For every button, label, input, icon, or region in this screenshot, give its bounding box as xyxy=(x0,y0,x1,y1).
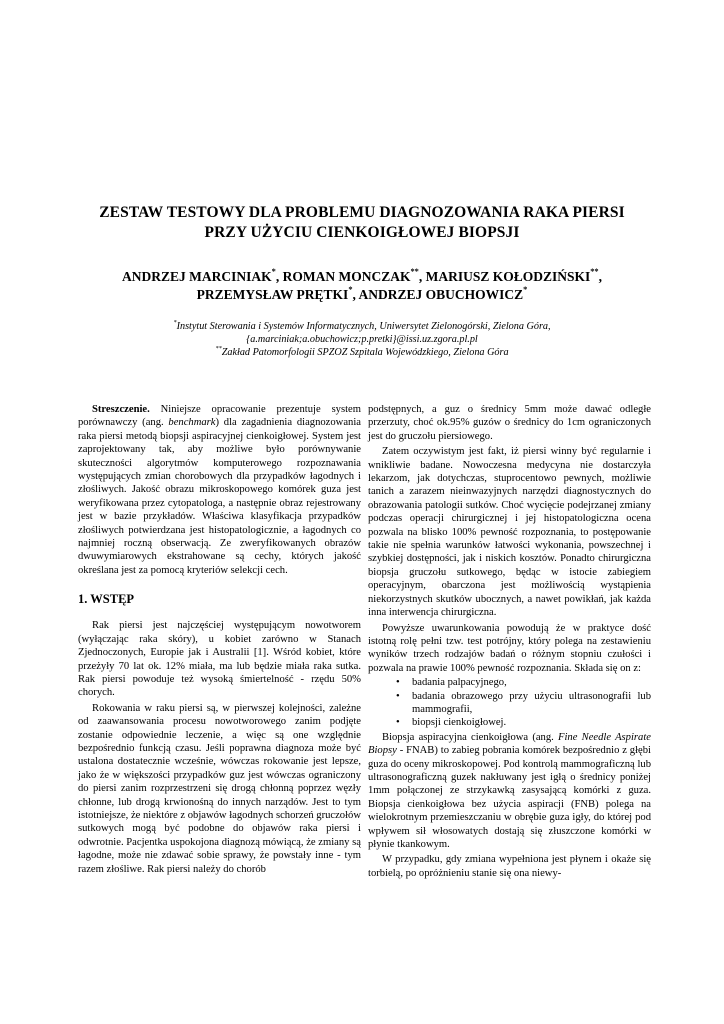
title-line-1: ZESTAW TESTOWY DLA PROBLEMU DIAGNOZOWANIA RAKA PIERSI xyxy=(99,204,625,221)
body-paragraph: Rak piersi jest najczęściej występującym nowotworem (wyłączając raka skóry), u kobiet zarówno w Stanach Zjednoczonych, Europie jak i Australii [1]. Wśród kobiet, które przeżyły 70 lat ok. 12% miała, ma lub będzie miała raka sutka. Rak piersi powoduje też wysoką śmiertelność - rzędu 50% chorych. xyxy=(78,620,361,699)
abstract-term: benchmark xyxy=(168,417,216,429)
affiliation-mark: * xyxy=(173,318,177,326)
affiliation-mark: * xyxy=(271,267,276,277)
body-paragraph: Rokowania w raku piersi są, w pierwszej kolejności, zależne od zaawansowania procesu nowotworowego zanim podjęte zostanie odpowiednie leczenie, a więc są one względnie bezpośrednio funkcją czasu. Jeśli poprawna diagnoza może być ustalona dostatecznie wcześnie, wówczas rokowanie jest lepsze, jako że w większości przypadków guz jest wówczas ograniczony do piersi zanim rozprzestrzeni się drogą chłonną poprzez węzły chłonne, lub drogą krwionośną do innych narządów. Jest to tym istotniejsze, że niektóre z objawów łagodnych schorzeń gruczołów sutkowych mogą być podobne do objawów raka piersi i odwrotnie. Pacjentka uspokojona diagnozą mówiącą, że zmiany są łagodne, może nie zdawać sobie sprawy, że powstały inne - tym razem złośliwe. Rak piersi należy do chorób xyxy=(78,702,361,875)
author-emails: {a.marciniak;a.obuchowicz;p.pretki}@issi.uz.zgora.pl.pl xyxy=(246,334,478,345)
section-heading: 1. WSTĘP xyxy=(78,592,135,607)
author-line-2 xyxy=(60,286,664,304)
affiliation-mark: * xyxy=(523,285,528,295)
bullet-list xyxy=(368,676,651,730)
institution-2: Zakład Patomorfologii SPZOZ Szpitala Wojewódzkiego, Zielona Góra xyxy=(221,347,509,358)
paper-title xyxy=(60,203,664,243)
body-paragraph xyxy=(368,731,651,852)
author-line-1 xyxy=(60,268,664,286)
affiliation-2 xyxy=(60,346,664,359)
body-paragraph-continued: podstępnych, a guz o średnicy 5mm może dawać odległe przerzuty, choć ok.95% guzów o średnicy do 1cm ograniczonych jest do gruczołu piersiowego. xyxy=(368,404,651,442)
author-name: PRZEMYSŁAW PRĘTKI xyxy=(196,287,349,302)
affiliation-mark: * xyxy=(348,285,353,295)
affiliation-mark: ** xyxy=(215,344,222,352)
list-item: • biopsji cienkoigłowej. xyxy=(398,716,651,729)
list-item: • badania obrazowego przy użyciu ultrasonografii lub mammografii, xyxy=(398,690,651,717)
paragraph-term: Fine Needle Aspirate Biopsy xyxy=(368,731,651,757)
body-paragraph: Zatem oczywistym jest fakt, iż piersi winny być regularnie i wnikliwie badane. Nowoczesna medycyna nie dostarczyła lekarzom, jak dotychczas, stuprocentowo pewnych, możliwie tanich a zarazem nieinwazyjnych narzędzi diagnostycznych do obrazowania patologii sutków. Choć wycięcie podejrzanej zmiany podczas operacji chirurgicznej i jej histopatologiczna ocena pozwala na blisko 100% pewność rozpoznania, to postępowanie takie nie spełnia warunków łatwości wykonania, powszechnej i szybkiej dostępności, jak i niskich kosztów. Ponadto chirurgiczna biopsja gruczołu sutkowego, będąc w istocie zabiegiem operacyjnym, obarczona jest możliwością wystąpienia niekorzystnych skutków ubocznych, a nawet powikłań, jak każda inna interwencja chirurgiczna. xyxy=(368,446,651,619)
abstract-label: Streszczenie. xyxy=(92,404,150,415)
left-column xyxy=(78,403,361,876)
title-line-2: PRZY UŻYCIU CIENKOIGŁOWEJ BIOPSJI xyxy=(204,224,520,241)
right-column xyxy=(368,403,651,880)
abstract-text: Niniejsze opracowanie prezentuje system porównawczy (ang. xyxy=(78,404,361,429)
paragraph-text: Biopsja aspiracyjna cienkoigłowa (ang. xyxy=(382,731,559,743)
author-separator: , xyxy=(598,269,602,284)
author-list xyxy=(60,268,664,304)
body-paragraph: Powyższe uwarunkowania powodują że w praktyce dość istotną rolę pełni tzw. test potrójny, który polega na zestawieniu wyników trzech rodzajów badań o różnym stopniu czułości i pozwala na prawie 100% pewność rozpoznania. Składa się on z: xyxy=(368,622,651,674)
abstract xyxy=(78,403,361,577)
author-name: , MARIUSZ KOŁODZIŃSKI xyxy=(418,269,591,284)
affiliations xyxy=(60,320,664,359)
affiliation-1 xyxy=(60,320,664,333)
author-name: , ANDRZEJ OBUCHOWICZ xyxy=(352,287,524,302)
paragraph-text: - FNAB) to zabieg pobrania komórek bezpośrednio z głębi guza do oceny mikroskopowej. Pod kontrolą mammograficzną lub ultrasonograficzną guzek nakłuwany jest igłą o średnicy poniżej 1mm połączonej ze strzykawką zasysającą komórki z guza. Biopsja cienkoigłowa bez użycia aspiracji (FNB) polega na wielokrotnym przemieszczaniu w obrębie guza igły, do której pod wpływem sił włosowatych dostają się złuszczone komórki w płynie tkankowym. xyxy=(368,745,651,850)
author-name: ANDRZEJ MARCINIAK xyxy=(122,269,272,284)
affiliation-mark: ** xyxy=(590,267,599,277)
abstract-text: ) dla zagadnienia diagnozowania raka piersi metodą biopsji aspiracyjnej cienkoigłowej. System jest zaprojektowany tak, aby możliwe było porównywanie skuteczności algorytmów komputerowego rozpoznawania występujących zmian chorobowych dla przypadków łagodnych i złośliwych. Jakość obrazu mikroskopowego komórek guza jest weryfikowana przez cytopatologa, a następnie obraz rejestrowany jest w bazie przykładów. Właściwa klasyfikacja przypadków złośliwych potwierdzana jest histopatologicznie, a łagodnych co najmniej roczną obserwacją. Ze zweryfikowanych obrazów dwuwymiarowych ekstrahowane są cechy, których jakość określana jest za pomocą kryteriów selekcji cech. xyxy=(78,417,361,576)
body-paragraph: W przypadku, gdy zmiana wypełniona jest płynem i okaże się torbielą, po opróżnieniu stanie się ona niewy- xyxy=(368,854,651,879)
institution-1: Instytut Sterowania i Systemów Informatycznych, Uniwersytet Zielonogórski, Zielona Góra, xyxy=(176,321,551,332)
affiliation-mark: ** xyxy=(410,267,419,277)
list-item: • badania palpacyjnego, xyxy=(398,676,651,689)
author-name: , ROMAN MONCZAK xyxy=(275,269,411,284)
